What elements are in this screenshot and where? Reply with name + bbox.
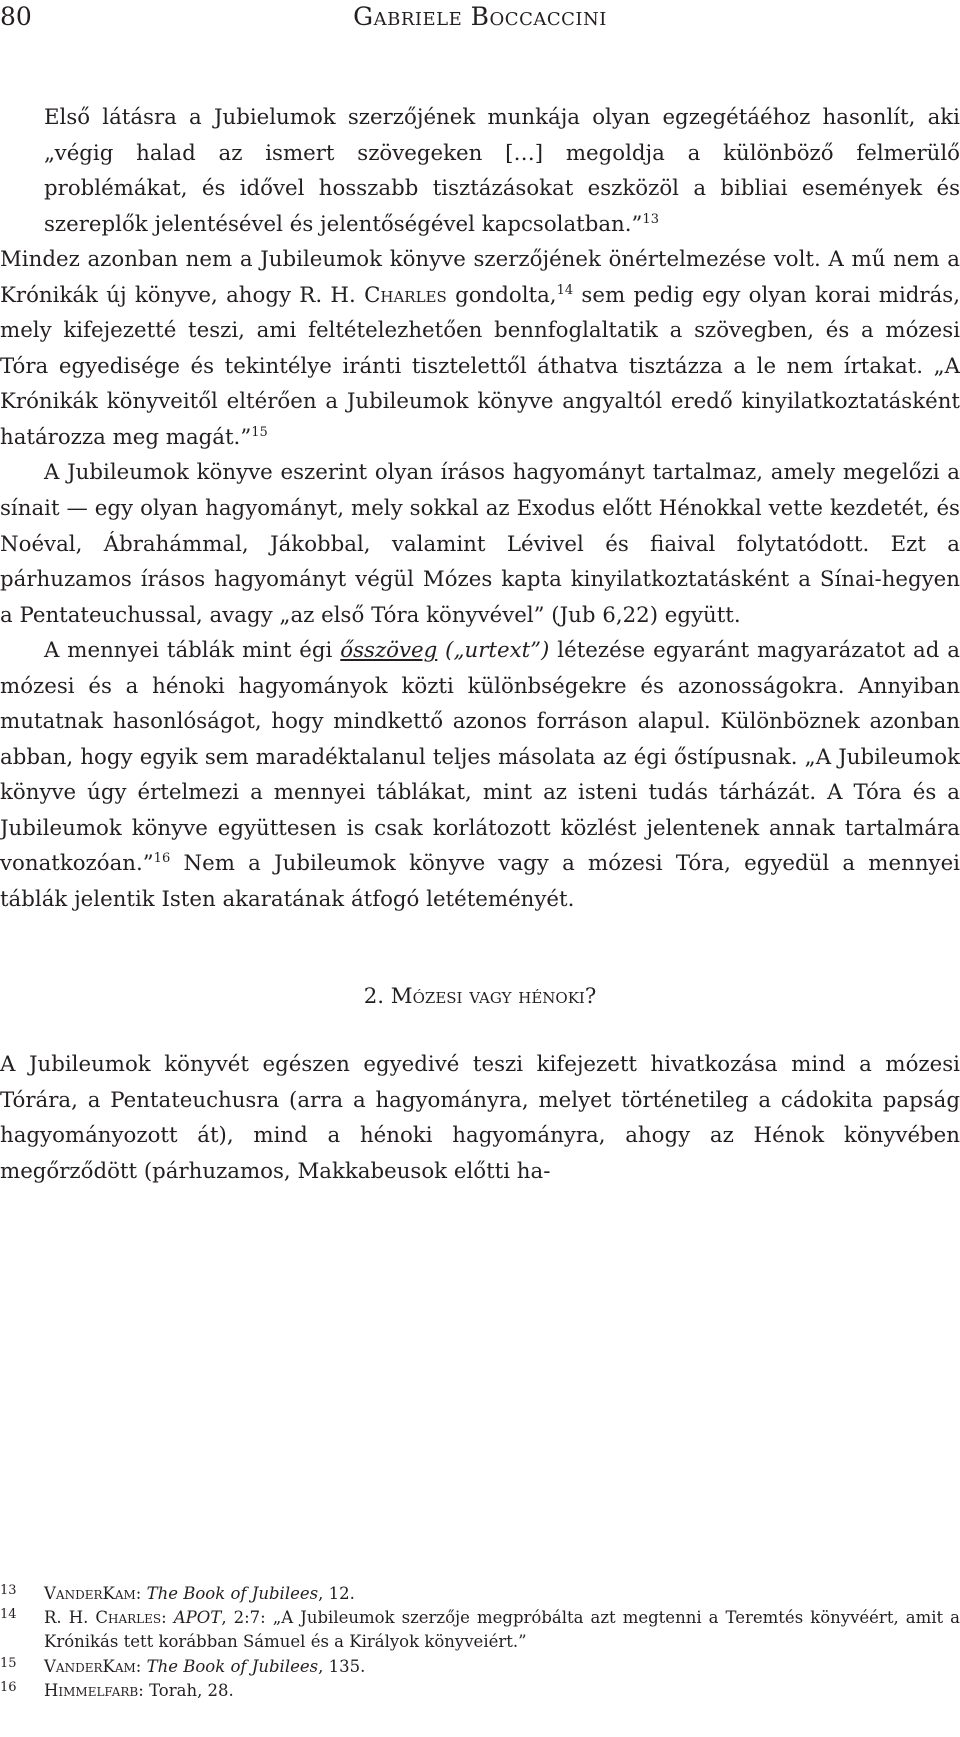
footnote-number: 14 [0, 1607, 17, 1623]
footnotes [0, 1582, 960, 1703]
footnote-author: VanderKam [44, 1656, 136, 1676]
text-span: Mindez azonban nem a Jubileumok könyve szerzőjének önértelmezése volt. A mű nem a Krónikák új könyve, ahogy R. H. [0, 247, 960, 308]
italic-term: ősszöveg [340, 638, 438, 664]
section-title: 2. Mózesi vagy hénoki? [363, 983, 597, 1009]
paragraph [0, 455, 960, 633]
footnote-ref-15[interactable]: 15 [251, 424, 268, 440]
footnote-title: APOT [173, 1608, 222, 1628]
footnote [0, 1582, 960, 1606]
text-span: létezése egyaránt magyarázatot ad a mózesi és a hénoki hagyományok közti különbségekre és azonosságokra. Annyiban mutatnak hasonlóságot, hogy mindkettő azonos forráson alapul. Különböznek azonban abban, hogy egyik sem maradéktalanul teljes másolata az égi őstípusnak. „A Jubileumok könyve úgy értelmezi a mennyei táblákat, mint az isteni tudás tárházát. A Tóra és a Jubileumok könyve együttesen is csak korlátozott közlést jelentenek annak tartalmára vonatkozóan.” [0, 638, 960, 877]
footnote-text: Torah, 28. [149, 1680, 234, 1700]
footnote-text: , 12. [318, 1584, 355, 1603]
footnote [0, 1606, 960, 1654]
footnote-author: Himmelfarb [44, 1680, 139, 1700]
page-header [0, 2, 960, 42]
footnote-text: , 135. [318, 1656, 366, 1676]
text-span: Első látásra a Jubielumok szerzőjének munkája olyan egzegétáéhoz hasonlít, aki „végig halad az ismert szövegeken […] megoldja a különböző felmerülő problémákat, és idővel hosszabb tisztázásokat eszközöl a bibliai események és szereplők jelentésével és jelentőségével kapcsolatban.” [44, 105, 960, 237]
text-span: gondolta, [446, 282, 557, 308]
text-span: Nem a Jubileumok könyve vagy a mózesi Tóra, egyedül a mennyei táblák jelentik Isten akaratának átfogó letéteményét. [0, 851, 960, 913]
footnote-ref-16[interactable]: 16 [153, 851, 171, 867]
paragraph [44, 100, 960, 242]
footnote-number: 15 [0, 1655, 17, 1671]
block-quote [0, 100, 960, 242]
main-text [0, 100, 960, 1189]
text-span: A Jubileumok könyve eszerint olyan írásos hagyományt tartalmaz, amely megelőzi a sínait — egy olyan hagyományt, mely sokkal az Exodus előtt Hénokkal vette kezdetét, és Noéval, Ábrahámmal, Jákobbal, valamint Lévivel és fiaival folytatódott. Ezt a párhuzamos írásos hagyományt végül Mózes kapta kinyilatkoztatásként a Sínai-hegyen a Pentateuchussal, avagy „az első Tóra könyvével” (Jub 6,22) együtt. [0, 460, 960, 628]
running-head: Gabriele Boccaccini [353, 2, 607, 31]
footnote-author: VanderKam [44, 1584, 136, 1603]
footnote-ref-13[interactable]: 13 [642, 211, 659, 227]
paragraph [0, 1047, 960, 1189]
footnote-author-prefix: R. H. [44, 1608, 96, 1628]
paragraph [0, 633, 960, 917]
footnote-title: The Book of Jubilees [146, 1584, 319, 1603]
italic-term: („urtext”) [437, 638, 550, 664]
footnote [0, 1655, 960, 1679]
footnote-sep: : [135, 1656, 147, 1676]
text-span: A Jubileumok könyvét egészen egyedivé teszi kifejezett hivatkozása mind a mózesi Tórára, a Pentateuchusra (arra a hagyományra, melyet történetileg a cádokita papság hagyományozott át), mind a hénoki hagyományra, ahogy az Hénok könyvében megőrződött (párhuzamos, Makkabeusok előtti ha- [0, 1052, 960, 1184]
footnote-author: Charles [95, 1608, 162, 1628]
footnote-title: The Book of Jubilees [146, 1656, 319, 1676]
footnote-number: 13 [0, 1583, 17, 1598]
paragraph [0, 242, 960, 455]
page-number: 80 [0, 2, 32, 31]
author-name: Charles [364, 282, 447, 308]
footnote [0, 1679, 960, 1703]
text-span: A mennyei táblák mint égi [44, 638, 341, 664]
footnote-sep: : [161, 1608, 174, 1628]
footnote-sep: : [135, 1584, 147, 1603]
footnote-number: 16 [0, 1679, 17, 1695]
text-span: sem pedig egy olyan korai midrás, mely kifejezetté teszi, ami feltételezhetően bennfoglaltatik a szövegben, és a mózesi Tóra egyedisége és tekintélye iránti tisztelettől áthatva tisztázza a le nem írtakat. „A Krónikák könyveitől eltérően a Jubileumok könyve angyaltól eredő kinyilatkoztatásként határozza meg magát.” [0, 282, 960, 450]
footnote-sep: : [138, 1680, 150, 1700]
footnote-text: , 2:7: „A Jubileumok szerzője megpróbálta azt megtenni a Teremtés könyvéért, amit a Krónikás tett korábban Sámuel és a Királyok könyveiért.” [44, 1608, 960, 1652]
footnote-ref-14[interactable]: 14 [556, 282, 574, 298]
